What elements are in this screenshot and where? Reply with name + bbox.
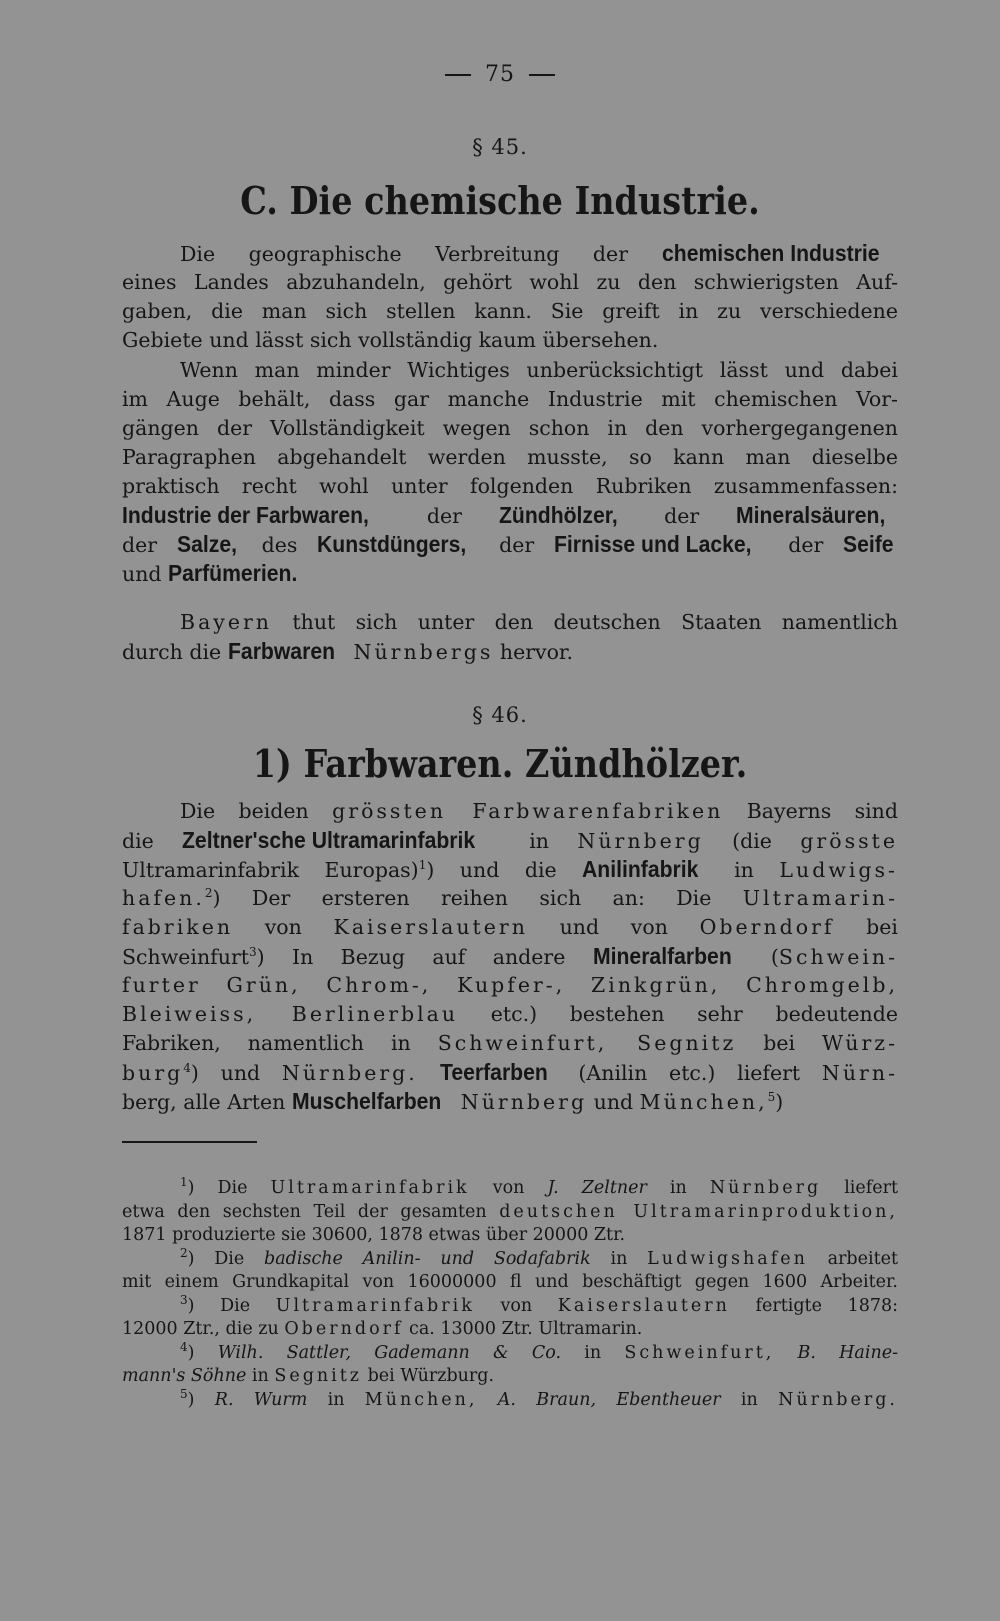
footnote-number: 5 <box>180 1386 188 1401</box>
text-line: praktisch recht wohl unter folgenden Rubriken zusammenfassen: <box>122 474 898 498</box>
text-line: Paragraphen abgehandelt werden musste, so kann man dieselbe <box>122 445 898 469</box>
footnotes <box>122 1177 898 1412</box>
spaced-text: hafen. <box>122 886 205 910</box>
text-line <box>122 913 898 942</box>
spaced-text: Nürnberg <box>577 829 704 853</box>
text-line <box>122 826 898 855</box>
spaced-text: Nürnberg <box>460 1090 588 1114</box>
text-run: liefert <box>821 1178 898 1198</box>
spaced-text: Nürn- <box>821 1061 898 1085</box>
section-heading-chemische-industrie: C. Die chemische Industrie. <box>240 178 760 223</box>
footnote-1 <box>122 1177 898 1201</box>
footnote-divider <box>122 1141 257 1143</box>
footnote-number: 2 <box>180 1245 188 1260</box>
text-run: von <box>474 1295 558 1316</box>
text-run: in <box>646 1178 710 1198</box>
text-line <box>122 855 898 884</box>
text-run: hervor. <box>493 640 573 664</box>
spaced-text: Bleiweiss, Berlinerblau <box>122 1002 459 1026</box>
emphasis-text: Industrie der Farbwaren, <box>122 502 369 528</box>
spaced-text: Schwein- <box>778 945 899 969</box>
spaced-text: grösste <box>800 829 898 853</box>
text-line <box>122 501 898 530</box>
spaced-text: fabriken <box>122 915 234 939</box>
spaced-text: Schweinfurt, <box>624 1342 775 1363</box>
text-run: ( <box>743 945 779 969</box>
spaced-text: Ultramarinfabrik <box>270 1178 470 1198</box>
spaced-text: Oberndorf <box>699 915 835 939</box>
text-run: fertigte 1878: <box>729 1295 899 1316</box>
text-run: die <box>122 829 183 853</box>
spaced-text: Schweinfurt, Segnitz <box>437 1031 737 1055</box>
spaced-text: Nürnberg <box>709 1178 822 1198</box>
text-run: bei Würzburg. <box>362 1366 495 1386</box>
text-run: von <box>233 915 334 939</box>
text-run: bei <box>736 1031 823 1055</box>
text-run: des <box>241 533 318 557</box>
footnote-number: 1 <box>180 1175 188 1190</box>
spaced-text: burg <box>122 1061 184 1085</box>
text-run <box>478 1390 498 1410</box>
footnote-ref-4[interactable]: 4 <box>183 1061 191 1076</box>
dash-left <box>445 74 471 76</box>
text-line <box>122 608 898 637</box>
text-run: Die geographische Verbreitung der <box>180 242 662 266</box>
text-run: ) <box>187 1342 218 1363</box>
text-line <box>122 942 898 971</box>
text-run: alle Arten <box>176 1090 292 1114</box>
text-run: Bayerns sind <box>723 799 898 823</box>
emphasis-text: Salze, <box>176 531 237 557</box>
text-line <box>122 1029 898 1058</box>
footnote-number: 4 <box>180 1339 188 1354</box>
text-run: Schweinfurt <box>122 945 249 969</box>
emphasis-text: Kunstdüngers, <box>317 531 467 557</box>
text-run: durch die <box>122 640 228 664</box>
footnote-5 <box>122 1386 898 1413</box>
text-run: von <box>469 1178 548 1198</box>
text-run: ) <box>187 1389 215 1410</box>
text-run: (die <box>703 829 801 853</box>
emphasis-text: Firnisse und Lacke, <box>553 531 752 557</box>
text-run: und <box>587 1090 640 1114</box>
text-run: in <box>720 1389 779 1410</box>
footnote-2-line: mit einem Grundkapital von 16000000 fl und beschäftigt gegen 1600 Arbeiter. <box>122 1272 898 1292</box>
text-run: in <box>708 858 780 882</box>
text-line <box>122 797 898 826</box>
page-number-text: 75 <box>485 62 515 87</box>
text-run: berg, <box>122 1090 177 1114</box>
paragraph-4 <box>122 797 898 1116</box>
dash-right <box>529 74 555 76</box>
spaced-text: Ultramarin- <box>742 886 898 910</box>
spaced-text: Kaiserslautern <box>557 1295 730 1316</box>
text-run: arbeitet <box>807 1248 899 1269</box>
text-run: der <box>479 533 554 557</box>
text-line: furter Grün, Chrom-, Kupfer-, Zinkgrün, Chromgelb, <box>122 973 898 997</box>
text-line <box>122 884 898 913</box>
text-run: Ultramarinfabrik Europas) <box>122 858 419 882</box>
footnote-1-line: 1871 produzierte sie 30600, 1878 etwas über 20000 Ztr. <box>122 1225 626 1245</box>
text-line <box>122 637 898 666</box>
footnote-4 <box>122 1339 899 1366</box>
text-run: Fabriken, namentlich in <box>122 1031 438 1055</box>
text-run: ) In Bezug auf andere <box>256 945 593 969</box>
text-run: ) und die <box>426 858 583 882</box>
text-run: der <box>390 504 499 528</box>
text-run: ca. 13000 Ztr. Ultramarin. <box>403 1319 643 1339</box>
emphasis-text: Farbwaren <box>227 638 335 664</box>
spaced-text: Würz- <box>822 1031 899 1055</box>
emphasis-text: Mineralfarben <box>592 943 732 969</box>
text-run <box>774 1343 797 1363</box>
footnote-ref-5[interactable]: 5 <box>767 1090 776 1105</box>
text-run: thut sich unter den deutschen Staaten namentlich <box>272 610 898 634</box>
footnote-ref-1[interactable]: 1 <box>418 858 427 873</box>
spaced-text: Bayern <box>180 610 273 634</box>
text-run: und von <box>527 915 700 939</box>
spaced-text: grössten Farbwarenfabriken <box>332 799 724 823</box>
emphasis-text: Mineralsäuren, <box>735 502 886 528</box>
spaced-text: Kaiserslautern <box>333 915 528 939</box>
emphasis-text: chemischen Industrie <box>661 240 880 266</box>
text-run <box>418 1061 440 1085</box>
text-line <box>122 1087 898 1116</box>
section-mark-45: § 45. <box>472 135 528 159</box>
text-run: in <box>246 1366 275 1386</box>
text-run: der <box>627 504 736 528</box>
spaced-text: München, <box>364 1389 478 1410</box>
page-number <box>0 62 1000 87</box>
footnote-4-line <box>122 1365 898 1389</box>
spaced-text: Oberndorf <box>284 1319 404 1339</box>
footnote-2 <box>122 1245 899 1272</box>
section-heading-farbwaren: 1) Farbwaren. Zündhölzer. <box>252 741 748 786</box>
text-line: eines Landes abzuhandeln, gehört wohl zu den schwierigsten Auf- <box>122 270 898 294</box>
text-run: ) und <box>190 1061 282 1085</box>
text-run: in <box>500 829 578 853</box>
italic-text: B. Haine- <box>797 1342 899 1363</box>
spaced-text: Nürnberg. <box>778 1389 898 1410</box>
text-run: ) Der ersteren reihen sich an: Die <box>212 886 743 910</box>
emphasis-text: Anilinfabrik <box>582 856 699 882</box>
text-run: der <box>768 533 844 557</box>
spaced-text: Segnitz <box>274 1366 363 1386</box>
text-run: (Anilin etc.) liefert <box>556 1061 822 1085</box>
text-line: Gebiete und lässt sich vollständig kaum übersehen. <box>122 328 659 352</box>
spaced-text: Ludwigshafen <box>647 1248 808 1269</box>
text-line <box>122 239 898 268</box>
text-run: der <box>122 533 177 557</box>
italic-text: J. Zeltner <box>547 1178 647 1198</box>
text-line <box>122 1058 898 1087</box>
emphasis-text: Parfümerien. <box>168 560 298 586</box>
emphasis-text: Muschelfarben <box>291 1088 442 1114</box>
text-run: ) Die <box>187 1295 276 1316</box>
text-line: Wenn man minder Wichtiges unberücksichtigt lässt und dabei <box>180 358 898 382</box>
italic-text: badische Anilin- und Sodafabrik <box>264 1248 591 1269</box>
text-line: gängen der Vollständigkeit wegen schon in den vorhergegangenen <box>122 416 898 440</box>
footnote-ref-3[interactable]: 3 <box>249 945 257 960</box>
paragraph-3 <box>122 608 898 666</box>
emphasis-text: Zeltner'sche Ultramarinfabrik <box>182 827 476 853</box>
section-mark-46: § 46. <box>472 703 528 727</box>
text-run: in <box>561 1342 625 1363</box>
italic-text: A. Braun, Ebentheuer <box>497 1389 721 1410</box>
text-run: ) Die <box>187 1248 265 1269</box>
text-run: ) Die <box>187 1178 271 1198</box>
text-run: 12000 Ztr., die zu <box>122 1319 285 1339</box>
footnote-1-line <box>122 1201 898 1225</box>
emphasis-text: Teerfarben <box>439 1059 548 1085</box>
text-line <box>122 1000 898 1029</box>
text-run: ) <box>775 1090 784 1114</box>
text-line <box>122 559 898 588</box>
footnote-3 <box>122 1292 899 1319</box>
footnote-3-line <box>122 1318 898 1342</box>
spaced-text: Nürnberg. <box>281 1061 418 1085</box>
spaced-text: Ludwigs- <box>779 858 898 882</box>
italic-text: mann's Söhne <box>122 1366 247 1386</box>
paragraph-2 <box>122 356 898 588</box>
text-run: Die beiden <box>180 799 333 823</box>
text-run: in <box>590 1248 648 1269</box>
spaced-text: München, <box>639 1090 768 1114</box>
spaced-text: deutschen Ultramarinproduktion, <box>499 1201 898 1222</box>
text-line <box>122 530 898 559</box>
italic-text: Wilh. Sattler, Gademann & Co. <box>217 1342 562 1363</box>
text-run: in <box>307 1389 365 1410</box>
paragraph-1 <box>122 239 898 355</box>
italic-text: R. Wurm <box>214 1389 308 1410</box>
spaced-text: Ultramarinfabrik <box>275 1295 475 1316</box>
footnote-ref-2[interactable]: 2 <box>204 886 213 901</box>
text-run: etwa den sechsten Teil der gesamten <box>122 1201 500 1222</box>
footnote-number: 3 <box>180 1292 188 1307</box>
text-run: und <box>122 562 169 586</box>
text-run: bei <box>834 915 898 939</box>
text-run: etc.) bestehen sehr bedeutende <box>458 1002 898 1026</box>
emphasis-text: Seife <box>843 531 894 557</box>
spaced-text: Nürnbergs <box>343 640 494 664</box>
emphasis-text: Zündhölzer, <box>498 502 618 528</box>
text-line: gaben, die man sich stellen kann. Sie greift in zu verschiedene <box>122 299 898 323</box>
text-line: im Auge behält, dass gar manche Industrie mit chemischen Vor- <box>122 387 898 411</box>
